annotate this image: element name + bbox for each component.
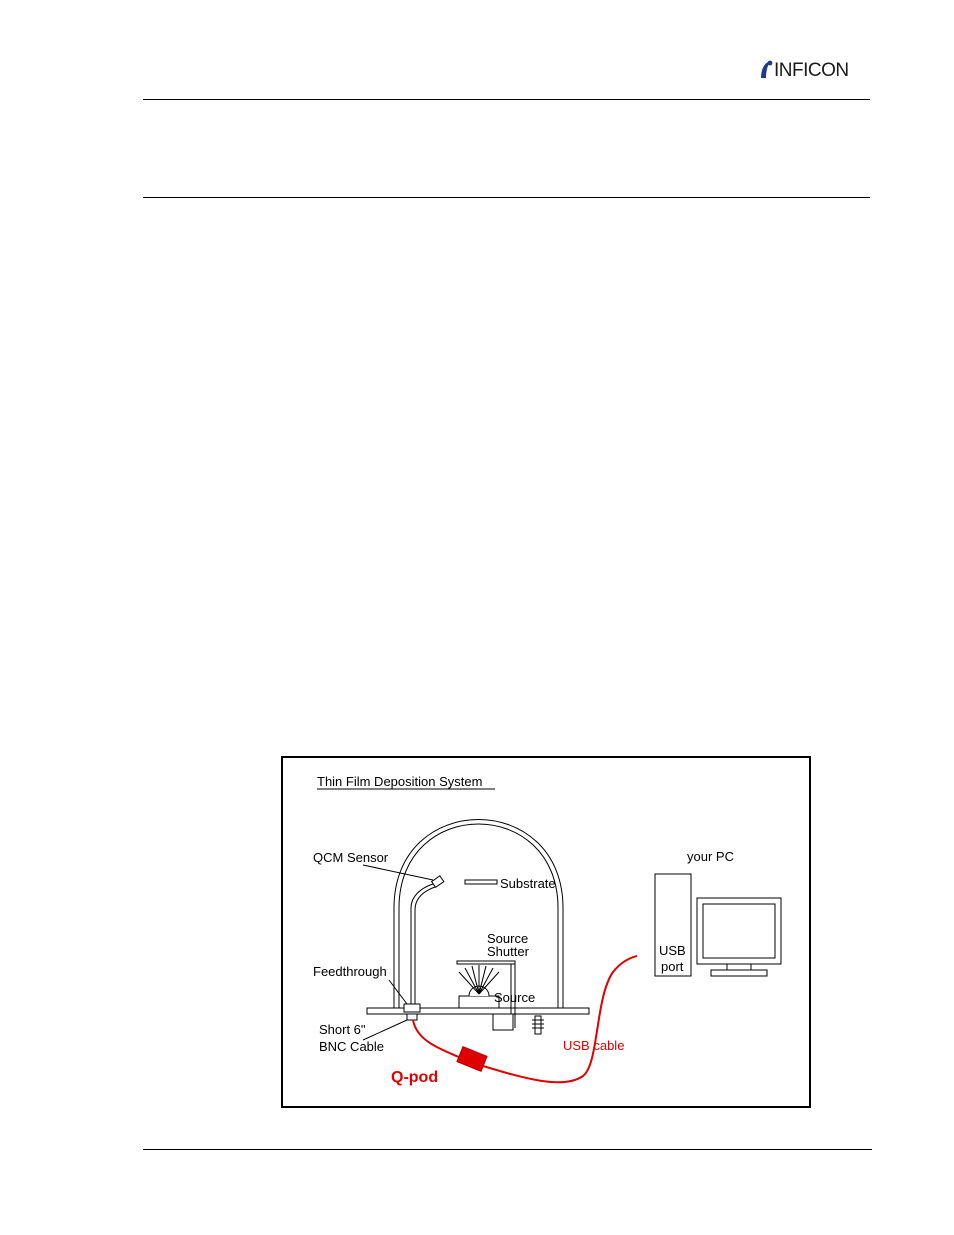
label-usb-port-1: USB bbox=[659, 943, 686, 958]
label-bnc-1: Short 6" bbox=[319, 1022, 366, 1037]
label-usb-port-2: port bbox=[661, 959, 684, 974]
source-shutter bbox=[457, 961, 515, 964]
figure-title: Thin Film Deposition System bbox=[317, 774, 483, 789]
label-feedthrough: Feedthrough bbox=[313, 964, 387, 979]
qcm-sensor-head bbox=[432, 876, 444, 887]
inficon-logo bbox=[758, 58, 873, 84]
footer-rule bbox=[143, 1149, 872, 1150]
header-rule-top bbox=[143, 99, 870, 100]
feedthrough bbox=[404, 1004, 420, 1012]
monitor-base bbox=[711, 970, 767, 976]
base-plate bbox=[367, 1008, 589, 1014]
brand-name: INFICON bbox=[774, 60, 849, 81]
label-your-pc: your PC bbox=[687, 849, 734, 864]
label-source-shutter-2: Shutter bbox=[487, 944, 529, 959]
label-qcm-sensor: QCM Sensor bbox=[313, 850, 389, 865]
monitor-screen bbox=[703, 904, 775, 958]
inficon-logo-mark-icon bbox=[758, 58, 774, 84]
source-feed-block bbox=[493, 1014, 513, 1030]
qpod-device bbox=[457, 1047, 487, 1072]
sensor-arm-right bbox=[415, 887, 435, 1008]
label-substrate: Substrate bbox=[500, 876, 556, 891]
label-bnc-2: BNC Cable bbox=[319, 1039, 385, 1054]
monitor-neck bbox=[727, 964, 751, 970]
label-source: Source bbox=[494, 990, 536, 1005]
base-bolt-icon bbox=[532, 1016, 544, 1034]
sensor-arm-left bbox=[411, 884, 433, 1008]
bnc-pointer bbox=[363, 1020, 407, 1040]
evaporation-arrows bbox=[459, 965, 499, 994]
deposition-system-figure bbox=[281, 756, 811, 1108]
bnc-connector bbox=[407, 1014, 417, 1020]
header-rule-bottom bbox=[143, 197, 870, 198]
label-source-shutter-1: Source bbox=[487, 931, 529, 946]
bnc-cable bbox=[413, 1020, 461, 1058]
deposition-system-diagram bbox=[283, 758, 813, 1110]
label-usb-cable: USB cable bbox=[563, 1038, 625, 1053]
label-qpod: Q-pod bbox=[391, 1069, 439, 1086]
source-box bbox=[459, 996, 499, 1008]
feedthrough-pointer bbox=[389, 980, 407, 1004]
substrate bbox=[465, 880, 497, 884]
